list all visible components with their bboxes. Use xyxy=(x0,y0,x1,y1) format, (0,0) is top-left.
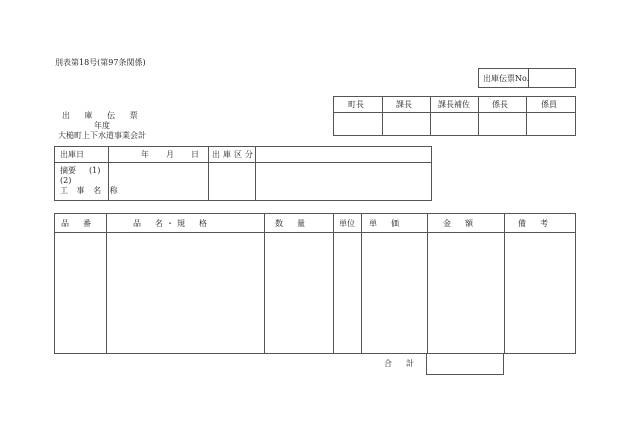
form-title: 出 庫 伝 票 xyxy=(62,111,144,120)
issue-date-label: 出庫日 xyxy=(60,150,84,159)
slip-number-label: 出庫伝票No. xyxy=(483,74,530,83)
approval-stamp-staff[interactable] xyxy=(527,113,575,135)
category-field[interactable] xyxy=(256,147,431,162)
items-table xyxy=(54,213,576,354)
approval-stamp-section-chief[interactable] xyxy=(383,113,430,135)
account-name: 大槌町上下水道事業会計 xyxy=(58,131,146,140)
summary-item-1: (1) xyxy=(89,166,101,175)
quantity-column[interactable] xyxy=(265,233,333,353)
col-header-unit: 単位 xyxy=(339,219,355,228)
item-no-column[interactable] xyxy=(55,233,106,353)
approval-header-deputy-chief: 課長補佐 xyxy=(438,100,470,109)
info-table xyxy=(54,146,432,201)
form-reference: 別表第18号(第97条関係) xyxy=(55,58,146,67)
col-header-quantity: 数 量 xyxy=(275,219,308,228)
remarks-column[interactable] xyxy=(505,233,575,353)
total-amount-box[interactable] xyxy=(426,353,504,375)
fiscal-year-label: 年度 xyxy=(94,121,110,130)
category-label: 出庫区分 xyxy=(212,150,256,159)
unit-price-column[interactable] xyxy=(362,233,427,353)
col-header-unit-price: 単 価 xyxy=(369,219,402,228)
month-label: 月 xyxy=(166,150,174,159)
approval-header-mayor: 町長 xyxy=(348,100,364,109)
approval-stamp-subsection-chief[interactable] xyxy=(479,113,526,135)
approval-header-section-chief: 課長 xyxy=(396,100,412,109)
approval-header-subsection-chief: 係長 xyxy=(492,100,508,109)
col-header-amount: 金 額 xyxy=(443,219,476,228)
approval-stamp-deputy-chief[interactable] xyxy=(431,113,478,135)
item-name-column[interactable] xyxy=(107,233,264,353)
summary-sub-field[interactable] xyxy=(209,163,255,200)
day-label: 日 xyxy=(191,150,199,159)
approval-table xyxy=(333,96,576,136)
unit-column[interactable] xyxy=(334,233,361,353)
col-header-item-no: 品 番 xyxy=(61,219,94,228)
project-name-label: 工 事 名 称 xyxy=(60,186,121,195)
project-name-field[interactable] xyxy=(256,163,431,200)
summary-label: 摘要 xyxy=(60,166,76,175)
summary-field[interactable] xyxy=(109,163,208,200)
col-header-remarks: 備 考 xyxy=(518,219,551,228)
year-label: 年 xyxy=(141,150,149,159)
slip-number-box xyxy=(478,68,576,88)
approval-header-staff: 係員 xyxy=(541,100,557,109)
summary-item-2: (2) xyxy=(60,176,72,185)
amount-column[interactable] xyxy=(428,233,504,353)
col-header-item-name-spec: 品 名・規 格 xyxy=(133,219,210,228)
approval-stamp-mayor[interactable] xyxy=(334,113,382,135)
total-label: 合 計 xyxy=(384,359,417,368)
